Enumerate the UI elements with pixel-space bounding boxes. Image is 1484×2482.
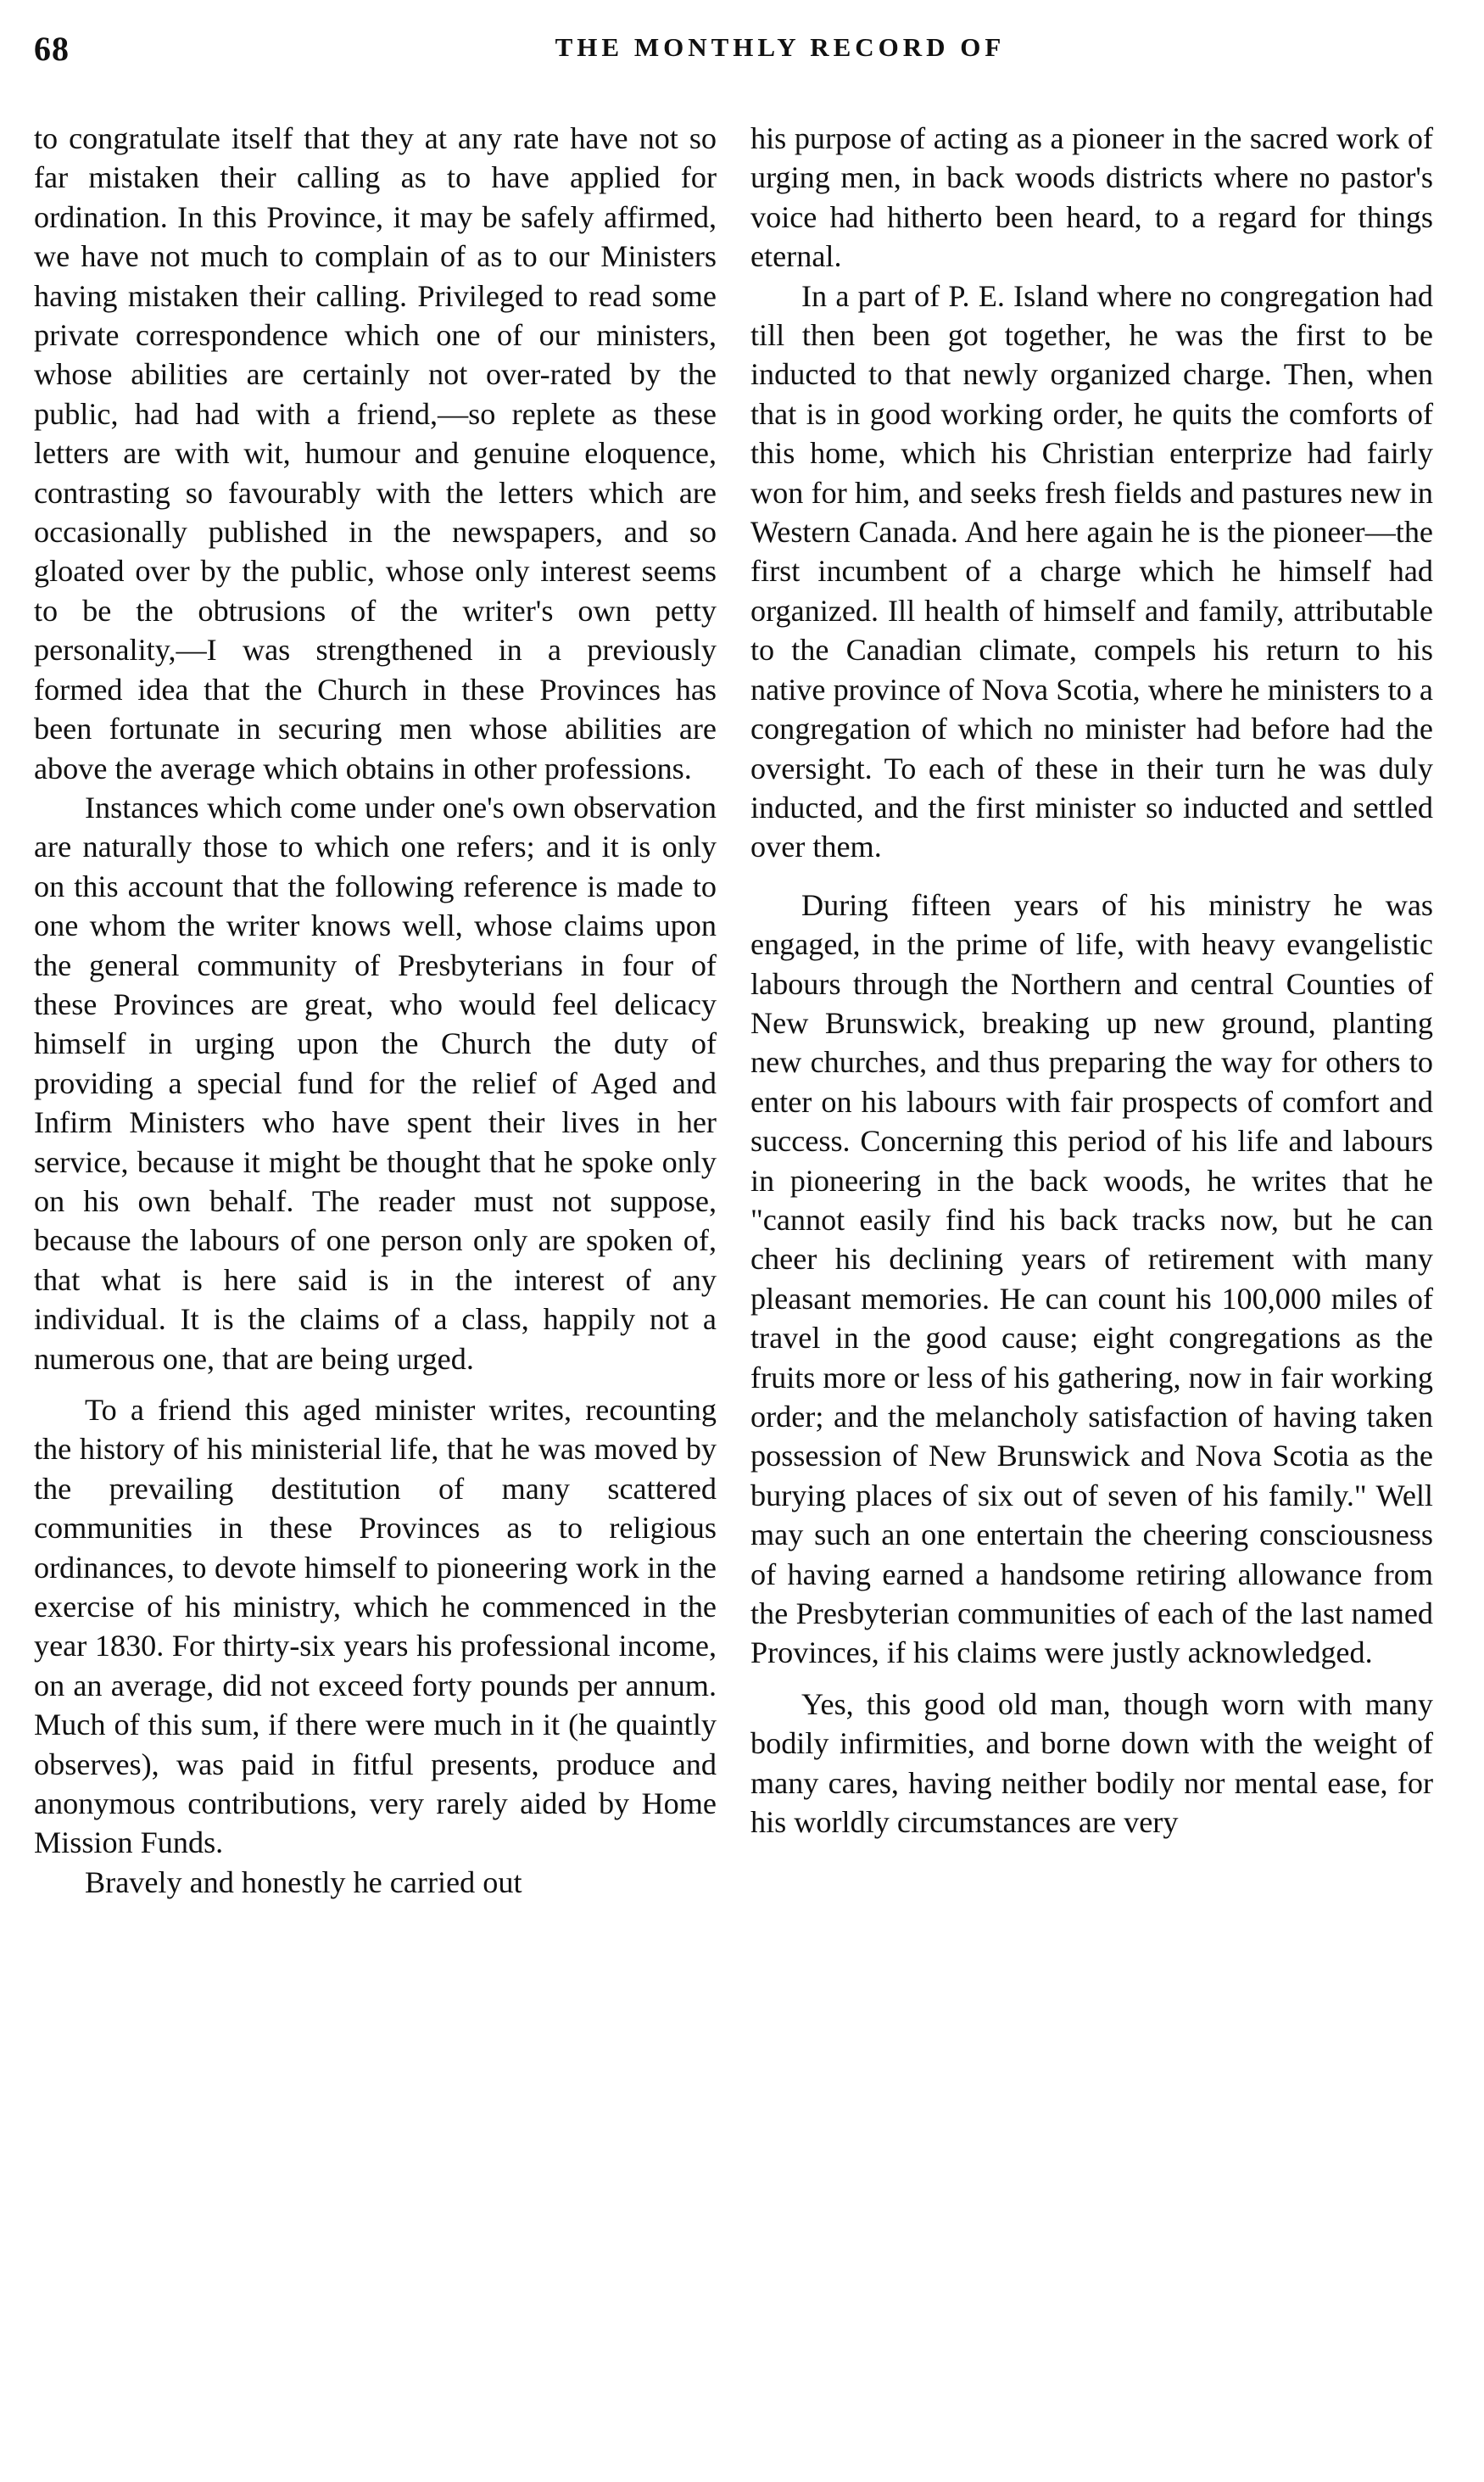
paragraph: his purpose of acting as a pioneer in the sacred work of urging men, in back woods districts where no pastor's voice had hitherto been heard, to a regard for things eternal.	[750, 121, 1433, 274]
left-column	[34, 119, 717, 1902]
right-column	[750, 119, 1433, 1842]
paragraph: Instances which come under one's own observation are naturally those to which one refers; and it is only on this account that the following reference is made to one whom the writer knows well, whose claims upon the general community of Presbyterians in four of these Provinces are great, who would feel delicacy himself in urging upon the Church the duty of providing a special fund for the relief of Aged and Infirm Ministers who have spent their lives in her service, because it might be thought that he spoke only on his own behalf. The reader must not suppose, because the labours of one person only are spoken of, that what is here said is in the interest of any individual. It is the claims of a class, happily not a numerous one, that are being urged.	[34, 790, 717, 1376]
paragraph: In a part of P. E. Island where no congregation had till then been got together, he was the first to be inducted to that newly organized charge. Then, when that is in good working order, he quits the comforts of this home, which his Christian enterprize had fairly won for him, and seeks fresh fields and pastures new in Western Canada. And here again he is the pioneer—the first incumbent of a charge which he himself had organized. Ill health of himself and family, attributable to the Canadian climate, compels his return to his native province of Nova Scotia, where he ministers to a congregation of which no minister had before had the oversight. To each of these in their turn he was duly inducted, and the first minister so inducted and settled over them.	[750, 278, 1433, 864]
page-number: 68	[34, 30, 70, 68]
paragraph: Bravely and honestly he carried out	[85, 1864, 522, 1899]
paragraph: To a friend this aged minister writes, recounting the history of his ministerial life, that he was moved by the prevailing destitution of many scattered communities in these Provinces as to religious ordinances, to devote himself to pioneering work in the exercise of his ministry, which he commenced in the year 1830. For thirty-six years his professional income, on an average, did not exceed forty pounds per annum. Much of this sum, if there were much in it (he quaintly observes), was paid in fitful presents, produce and anonymous contributions, very rarely aided by Home Mission Funds.	[34, 1393, 717, 1860]
page-header	[34, 29, 1425, 71]
paragraph: During fifteen years of his ministry he was engaged, in the prime of life, with heavy evangelistic labours through the Northern and central Counties of New Brunswick, breaking up new ground, planting new churches, and thus preparing the way for others to enter on his labours with fair prospects of comfort and success. Concerning this period of his life and labours in pioneering in the back woods, he writes that he "cannot easily find his back tracks now, but he can cheer his declining years of retirement with many pleasant memories. He can count his 100,000 miles of travel in the good cause; eight congregations as the fruits more or less of his gathering, now in fair working order; and the melancholy satisfaction of having taken possession of New Brunswick and Nova Scotia as the burying places of six out of seven of his family." Well may such an one entertain the cheering consciousness of having earned a handsome retiring allowance from the Presbyterian communities of each of the last named Provinces, if his claims were justly acknowledged.	[750, 887, 1434, 1670]
paragraph: to congratulate itself that they at any rate have not so far mistaken their calling as to have applied for ordination. In this Province, it may be safely affirmed, we have not much to complain of as to our Ministers having mistaken their calling. Privileged to read some private correspondence which one of our ministers, whose abilities are certainly not over-rated by the public, had had with a friend,—so replete as these letters are with wit, humour and genuine eloquence, contrasting so favourably with the letters which are occasionally published in the newspapers, and so gloated over by the public, whose only interest seems to be the obtrusions of the writer's own petty personality,—I was strengthened in a previously formed idea that the Church in these Provinces has been fortunate in securing men whose abilities are above the average which obtains in other professions.	[34, 121, 717, 785]
paragraph: Yes, this good old man, though worn with many bodily infirmities, and borne down with the weight of many cares, having neither bodily nor mental ease, for his worldly circumstances are very	[750, 1686, 1433, 1840]
running-head: THE MONTHLY RECORD OF	[555, 32, 1006, 62]
